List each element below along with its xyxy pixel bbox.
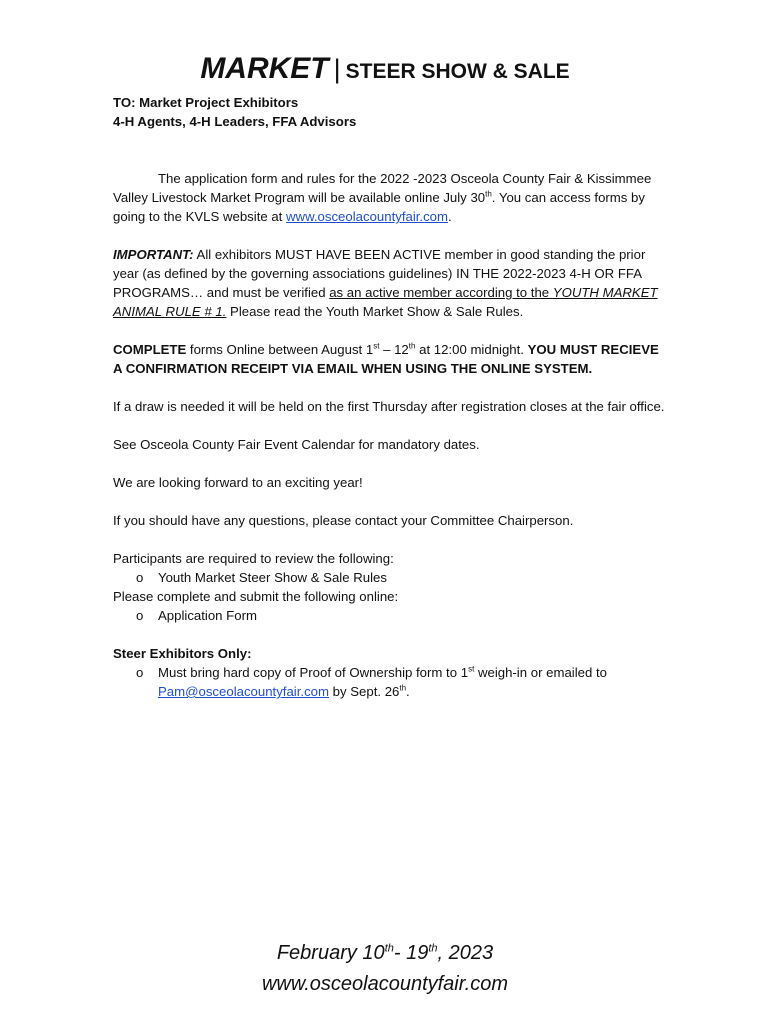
recipients-block <box>113 93 665 131</box>
questions-paragraph: If you should have any questions, please contact your Committee Chairperson. <box>113 513 574 528</box>
complete-text-2: – 12 <box>379 342 409 357</box>
steer-list <box>113 663 665 701</box>
intro-text: The application form and rules for the 2022 -2023 Osceola County Fair & Kissimmee Valley Livestock Market Program will be available online July 30 <box>113 171 652 205</box>
important-underlined-text: as an active member according to the <box>329 285 553 300</box>
steer-heading: Steer Exhibitors Only: <box>113 646 252 661</box>
confirmation-notice: YOU MUST RECIEVE A CONFIRMATION RECEIPT VIA EMAIL WHEN USING THE ONLINE SYSTEM. <box>113 342 659 376</box>
complete-text-3: at 12:00 midnight. <box>415 342 528 357</box>
date-start: February 10 <box>276 942 385 964</box>
event-dates <box>0 938 770 969</box>
submit-heading: Please complete and submit the following online: <box>113 589 399 604</box>
steer-text-3: by Sept. 26 <box>328 684 400 699</box>
bullet-icon: o <box>136 608 144 623</box>
list-item <box>113 568 665 587</box>
submit-list <box>113 606 665 625</box>
complete-superscript-1: st <box>373 341 380 351</box>
email-link[interactable]: Pam@osceolacountyfair.com <box>158 684 329 699</box>
complete-paragraph <box>113 340 665 378</box>
kvls-website-link[interactable]: www.osceolacountyfair.com <box>286 209 448 224</box>
date-superscript-2: th <box>428 942 438 955</box>
participants-section <box>113 549 665 625</box>
list-item-label: Youth Market Steer Show & Sale Rules <box>158 570 387 585</box>
important-text: All exhibitors MUST HAVE BEEN ACTIVE member in good standing the prior year (as defined by the governing associations guidelines) IN THE 2022-2023 4-H OR FFA PROGRAMS… and must be verified <box>113 247 646 300</box>
letter-body <box>113 93 665 701</box>
title-main: MARKET <box>200 52 329 85</box>
important-label: IMPORTANT: <box>113 247 194 262</box>
intro-text-3: . <box>448 209 452 224</box>
list-item <box>113 606 665 625</box>
steer-superscript-2: th <box>399 683 407 693</box>
youth-market-rule-reference: YOUTH MARKET ANIMAL RULE # 1. <box>113 285 658 319</box>
intro-text-2: . You can access forms by going to the KVLS website at <box>113 190 645 224</box>
bullet-icon: o <box>136 570 144 585</box>
steer-superscript-1: st <box>468 664 475 674</box>
list-item-label: Application Form <box>158 608 257 623</box>
title-subtitle: STEER SHOW & SALE <box>345 60 570 83</box>
footer-website: www.osceolacountyfair.com <box>261 973 509 995</box>
list-item <box>113 663 665 701</box>
recipients-line-2: 4-H Agents, 4-H Leaders, FFA Advisors <box>113 114 357 129</box>
date-superscript-1: th <box>384 942 394 955</box>
page-title <box>0 52 770 86</box>
complete-superscript-2: th <box>408 341 416 351</box>
calendar-paragraph: See Osceola County Fair Event Calendar for mandatory dates. <box>113 437 480 452</box>
important-paragraph <box>113 245 665 321</box>
participants-heading: Participants are required to review the following: <box>113 551 394 566</box>
steer-text-4: . <box>406 684 410 699</box>
date-mid: - 19 <box>393 942 429 964</box>
steer-text: Must bring hard copy of Proof of Ownership form to 1 <box>158 665 469 680</box>
intro-paragraph <box>113 169 665 226</box>
recipients-line-1: TO: Market Project Exhibitors <box>113 95 299 110</box>
steer-text-2: weigh-in or emailed to <box>474 665 607 680</box>
review-list <box>113 568 665 587</box>
bullet-icon: o <box>136 665 144 680</box>
date-end: , 2023 <box>437 942 494 964</box>
complete-text: forms Online between August 1 <box>186 342 374 357</box>
title-separator: | <box>333 54 341 84</box>
draw-paragraph: If a draw is needed it will be held on the first Thursday after registration closes at the fair office. <box>113 399 665 414</box>
forward-paragraph: We are looking forward to an exciting year! <box>113 475 363 490</box>
footer <box>0 938 770 1000</box>
important-text-2: Please read the Youth Market Show & Sale Rules. <box>226 304 524 319</box>
intro-superscript: th <box>485 189 492 199</box>
steer-section <box>113 644 665 701</box>
complete-label: COMPLETE <box>113 342 187 357</box>
